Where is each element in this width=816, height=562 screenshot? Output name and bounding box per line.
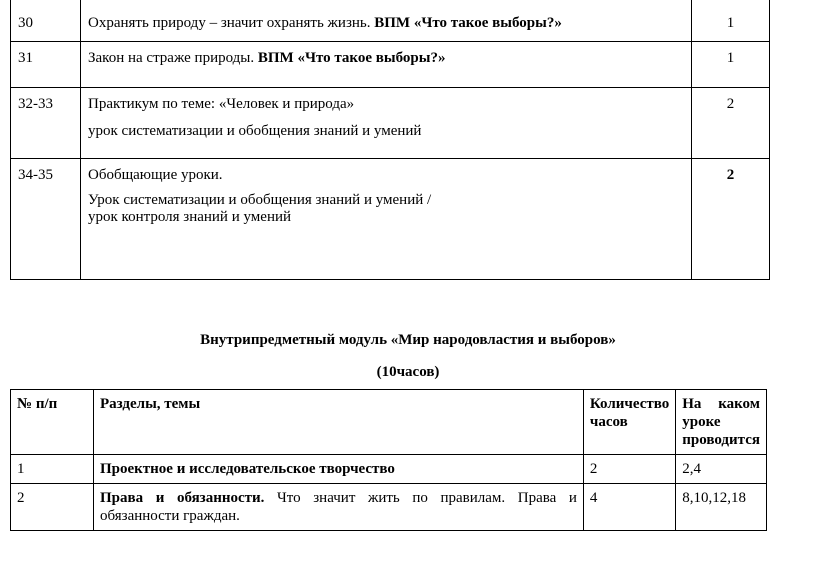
table-row [11,42,770,88]
row-lessons: 8,10,12,18 [676,484,767,531]
row-hours: 2 [583,455,675,484]
topic-text: Обобщающие уроки. [88,167,223,183]
row-num: 1 [11,455,94,484]
lesson-number: 34-35 [11,159,81,280]
lesson-number: 31 [11,42,81,88]
table-row [11,0,770,42]
row-topic-bold: Проектное и исследовательское творчество [99,461,395,477]
lesson-topic [81,0,692,42]
topic-note-line-1: Урок систематизации и обобщения знаний и умений / [88,192,432,208]
topic-note: урок систематизации и обобщения знаний и умений [88,123,422,139]
lesson-number: 30 [11,0,81,42]
topic-module-ref: ВПМ «Что такое выборы?» [257,50,446,66]
lesson-hours: 1 [692,42,770,88]
row-num: 2 [11,484,94,531]
lesson-number: 32-33 [11,88,81,159]
header-num: № п/п [11,390,94,455]
header-topics: Разделы, темы [93,390,583,455]
topic-module-ref: ВПМ «Что такое выборы?» [374,15,562,31]
header-lesson [676,390,767,455]
topic-text: Закон на страже природы. [88,50,255,66]
table-row [11,88,770,159]
row-topic-line-1 [100,489,577,507]
lesson-hours: 2 [692,159,770,280]
lesson-plan-table [10,0,770,280]
topic-text: Практикум по теме: «Человек и природа» [88,96,355,112]
table-row [11,455,767,484]
row-topic-line-2: обязанности граждан. [99,508,240,524]
module-table [10,389,767,531]
module-title: Внутрипредметный модуль «Мир народовластия и выборов» [200,332,616,348]
row-topic [93,455,583,484]
lesson-hours: 1 [692,0,770,42]
topic-text: Охранять природу – значит охранять жизнь. [88,15,371,31]
row-lessons: 2,4 [676,455,767,484]
row-hours: 4 [583,484,675,531]
header-hours-line-1: Количество [589,396,670,412]
header-lesson-line-3: проводится [682,432,760,448]
lesson-hours: 2 [692,88,770,159]
topic-note-line-2: урок контроля знаний и умений [88,209,292,225]
header-hours-line-2: часов [589,414,628,430]
header-hours [583,390,675,455]
table-row [11,159,770,280]
row-topic [93,484,583,531]
lesson-topic [81,42,692,88]
table-row [11,484,767,531]
header-lesson-line-1: На каком [682,396,760,412]
row-topic-bold: Права и обязанности. [99,490,265,506]
table-header-row [11,390,767,455]
header-lesson-line-2: уроке [682,414,721,430]
module-hours-note: (10часов) [376,364,440,380]
row-topic-text: Что значит жить по правилам. Права и [277,490,577,506]
lesson-topic [81,159,692,280]
lesson-topic [81,88,692,159]
